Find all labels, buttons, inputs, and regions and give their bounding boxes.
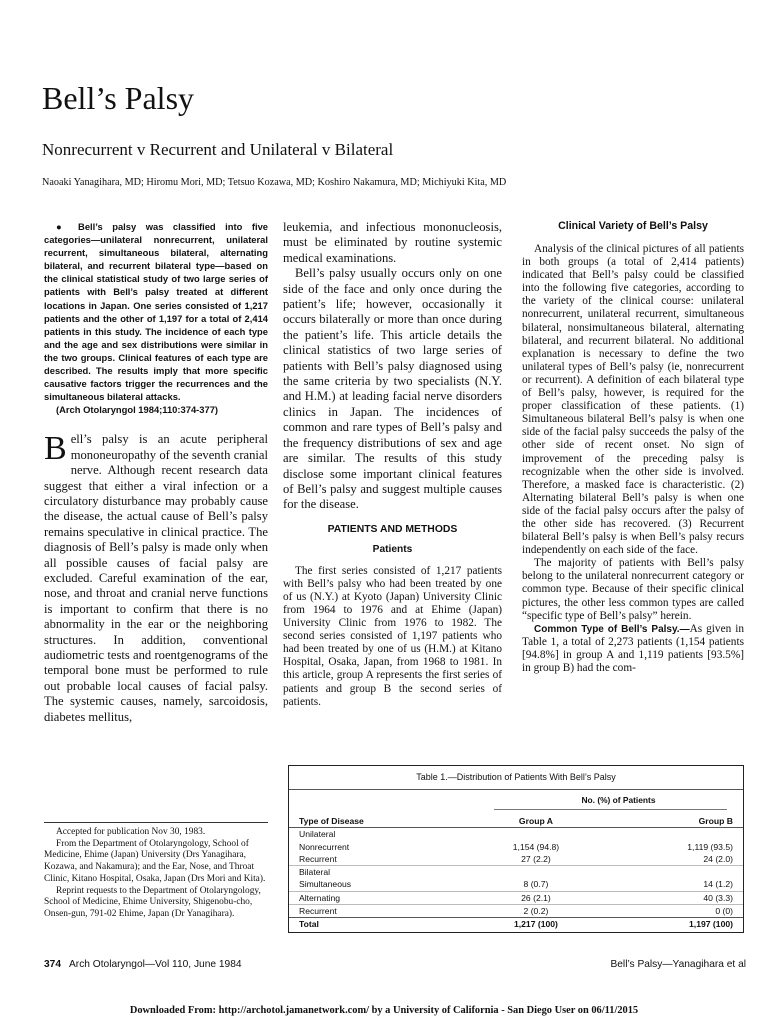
run-in-heading: Common Type of Bell’s Palsy.— [534, 623, 690, 635]
abstract: ● Bell’s palsy was classified into five categories—unilateral nonrecurrent, unilateral recurrent, simultaneous bilateral, alternating bilateral, and recurrent bilateral type—based on the clinical statistical study of two large series of patients with Bell’s palsy treated at different locations in Japan. One series consisted of 1,217 patients and the other of 1,197 for a total of 2,414 patients in this study. The incidence of each type and the age and sex distributions were similar in the two groups. Clinical features of each type are described. The results imply that more specific causative factors trigger the recurrences and the simultaneous bilateral attacks. [44, 221, 268, 403]
cell-group-b: 1,119 (93.5) [687, 841, 733, 852]
row-label: Recurrent [299, 906, 337, 917]
run-in-text: As given in Table 1, a total of 2,273 patients (1,154 patients [94.8%] in group A and 1,119 patients [93.5%] in group B) had the com- [522, 622, 744, 674]
footnote [44, 822, 268, 921]
cell-group-a: 1,154 (94.8) [512, 841, 560, 852]
cell-group-a [467, 828, 606, 841]
cell-group-a: 8 (0.7) [467, 878, 606, 891]
table-total-row [289, 918, 743, 931]
subsection-heading: Patients [372, 543, 413, 555]
table-row [289, 841, 743, 853]
cell-group-b: 40 (3.3) [605, 891, 743, 904]
body-paragraph: Bell’s palsy usually occurs only on one side of the face and only once during the patient’s life; however, occasionally it occurs bilaterally or more than once during the patient’s life. This article details the clinical statistics of two large series of patients with Bell’s palsy diagnosed using the same criteria by two specialists (N.Y. and H.M.) at leading facial nerve disorders clinics in Japan. The incidences of common and rare types of Bell’s palsy and the frequency distributions of sex and age are similar. The results of this study disclose some important clinical features of Bell’s palsy and suggest multiple causes for the disease. [283, 266, 502, 512]
cell-group-b: 0 (0) [715, 906, 733, 917]
running-title: Bell’s Palsy—Yanagihara et al [610, 959, 746, 970]
row-label: Nonrecurrent [299, 841, 350, 852]
author-list: Naoaki Yanagihara, MD; Hiromu Mori, MD; Tetsuo Kozawa, MD; Koshiro Nakamura, MD; Michiyuki Kita, MD [42, 177, 507, 188]
column-3 [522, 220, 744, 675]
row-label: Unilateral [299, 829, 336, 840]
col-header-group-b: Group B [605, 815, 743, 828]
intro-text: ell’s palsy is an acute peripheral mononeuropathy of the seventh cranial nerve. Although recent research data suggest that either a viral infection or a circulatory disturbance may probably cause the disease, the actual cause of Bell’s palsy remains speculative in clinical practice. The diagnosis of Bell’s palsy is made only when all possible causes of facial palsy are excluded. Careful examination of the ear, nose, and throat and cranial nerve functions is important to confirm that there is no abnormality in the ear or the neighboring structures. In addition, conventional audiometric tests and roentgenograms of the temporal bone must be performed to rule out probable local causes of facial palsy. The systemic causes, namely, sarcoidosis, diabetes mellitus, [44, 432, 268, 724]
cell-group-b: 24 (2.0) [605, 853, 743, 866]
cell-group-a: 2 (0.2) [523, 906, 549, 917]
table-spanner-header: No. (%) of Patients [581, 795, 656, 805]
cell-group-b [605, 828, 743, 841]
cell-group-a [467, 866, 606, 879]
cell-group-b [605, 866, 743, 879]
table-row [289, 866, 743, 879]
col-header-group-a: Group A [467, 815, 606, 828]
table-header-row [289, 815, 743, 828]
row-label: Simultaneous [289, 878, 467, 891]
download-notice: Downloaded From: http://archotol.jamanetwork.com/ by a University of California - San Diego User on 06/11/2015 [129, 1005, 639, 1016]
cell-group-a: 1,217 (100) [467, 918, 606, 931]
footnote-affiliation: From the Department of Otolaryngology, School of Medicine, Ehime (Japan) University (Drs Yanagihara, Kozawa, and Nakamura); and the Ear, Nose, and Throat Clinic, Kitano Hospital, Osaka, Japan (Drs Mori and Kita). [44, 838, 266, 884]
row-label: Bilateral [299, 867, 331, 878]
row-label: Alternating [289, 891, 467, 904]
footnote-accepted: Accepted for publication Nov 30, 1983. [56, 827, 206, 837]
row-label: Total [289, 918, 467, 931]
column-2 [283, 220, 502, 709]
col-header-type: Type of Disease [289, 815, 467, 828]
article-subtitle: Nonrecurrent v Recurrent and Unilateral v Bilateral [42, 140, 394, 159]
table-row [289, 878, 743, 891]
body-paragraph: leukemia, and infectious mononucleosis, must be eliminated by routine systemic medical examinations. [283, 220, 502, 265]
column-1 [44, 220, 268, 725]
body-paragraph [522, 623, 744, 675]
body-paragraph: The majority of patients with Bell’s palsy belong to the unilateral nonrecurrent category or common type. Because of their specific clinical pictures, the other less common types are called “specific type of Bell’s palsy” herein. [522, 557, 744, 622]
body-paragraph: The first series consisted of 1,217 patients with Bell’s palsy who had been treated by one of us (N.Y.) at Kyoto (Japan) University Clinic from 1964 to 1976 and at Ehime (Japan) University Clinic from 1976 to 1982. The second series consisted of 1,197 patients who had been treated by one of us (H.M.) at Kitano Hospital, Osaka, Japan, from 1968 to 1981. In this article, group A represents the first series of patients and group B the second series of patients. [283, 564, 502, 708]
body-paragraph: Analysis of the clinical pictures of all patients in both groups (a total of 2,414 patients) indicated that Bell’s palsy could be classified into the following five categories, according to the variety of the clinical course: unilateral nonrecurrent, unilateral recurrent, simultaneous bilateral, nonsimultaneous bilateral, alternating bilateral, and recurrent bilateral. No additional explanation is necessary to define the two unilateral types of Bell’s palsy (ie, nonrecurrent or recurrent). A definition of each bilateral type of Bell’s palsy, however, is required for the proper classification of these patients. (1) Simultaneous bilateral Bell’s palsy is when one side of the facial palsy succeeds the palsy of the other side of recent onset. No sign of improvement of the preceding palsy is recognizable when the other side is involved. Therefore, a masked face is characteristic. (2) Alternating bilateral Bell’s palsy is when one side of the facial palsy occurs after the palsy of the other side has recovered. (3) Recurrent bilateral Bell’s palsy is when Bell’s palsy recurs independently on each side of the face. [522, 243, 744, 557]
section-heading: PATIENTS AND METHODS [327, 523, 458, 535]
row-label: Recurrent [289, 853, 467, 866]
table-row [289, 905, 743, 918]
intro-paragraph [44, 432, 268, 725]
table-spanner-rule [494, 809, 727, 810]
page-footer-left [44, 959, 242, 970]
cell-group-b: 14 (1.2) [605, 878, 743, 891]
table-caption: Table 1.—Distribution of Patients With Bell’s Palsy [416, 772, 616, 782]
drop-cap: B [44, 430, 67, 468]
journal-info: Arch Otolaryngol—Vol 110, June 1984 [69, 959, 242, 970]
cell-group-a: 26 (2.1) [467, 891, 606, 904]
table-rule [289, 789, 743, 790]
table-1 [288, 765, 744, 933]
table-row [289, 853, 743, 866]
table-row [289, 891, 743, 904]
cell-group-a: 27 (2.2) [467, 853, 606, 866]
footnote-reprints: Reprint requests to the Department of Otolaryngology, School of Medicine, Ehime University, Shigenobu-cho, Onsen-gun, 791-02 Ehime, Japan (Dr Yanagihara). [44, 885, 261, 919]
page-number: 374 [44, 959, 61, 970]
cell-group-b: 1,197 (100) [605, 918, 743, 931]
section-heading: Clinical Variety of Bell’s Palsy [558, 220, 708, 232]
article-title: Bell’s Palsy [42, 80, 195, 116]
distribution-table [289, 815, 743, 931]
table-row [289, 828, 743, 841]
citation: (Arch Otolaryngol 1984;110:374-377) [56, 404, 219, 416]
